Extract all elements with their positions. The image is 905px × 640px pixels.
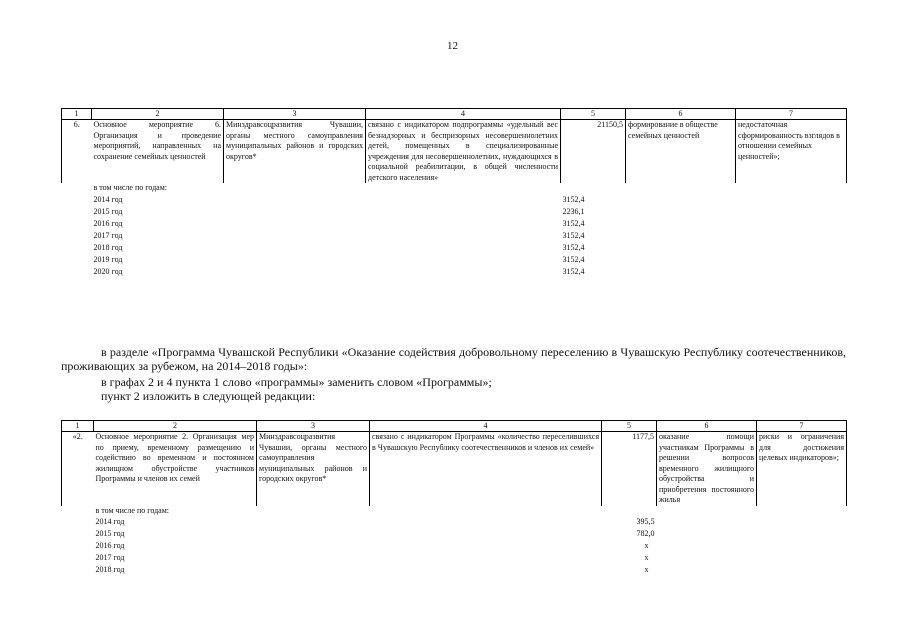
year-row [62, 266, 847, 278]
column-header: 3 [257, 421, 370, 432]
year-row [62, 564, 847, 576]
column-header: 4 [370, 421, 602, 432]
year-value: 3152,4 [562, 194, 585, 204]
column-header: 2 [94, 421, 257, 432]
year-row [62, 206, 847, 218]
year-value: 3152,4 [562, 266, 585, 276]
year-value: 2236,1 [562, 206, 585, 216]
amount-cell: 1177,5 [602, 432, 657, 506]
year-label: 2016 год [93, 218, 123, 228]
executor-cell: Минздравсоцразвития Чувашии, органы местного самоуправления муниципальных районов и городских округов* [257, 432, 370, 506]
year-label: 2015 год [95, 529, 125, 538]
year-row [62, 540, 847, 552]
year-label: 2016 год [95, 541, 125, 550]
year-value: 3152,4 [562, 254, 585, 264]
table-1-header-row [62, 109, 847, 120]
amount-cell: 21150,5 [561, 120, 626, 184]
column-header: 5 [561, 109, 626, 120]
column-header: 5 [602, 421, 657, 432]
measure-cell: Основное мероприятие 2. Организация мер по приему, временному размещению и содействию во временном и постоянном жилищном обустройстве участников Программы и членов их семей [94, 432, 257, 506]
year-value: 782,0 [636, 529, 655, 538]
column-header: 1 [62, 109, 92, 120]
column-header: 1 [62, 421, 94, 432]
year-value: х [644, 553, 649, 562]
result-cell: оказание помощи участникам Программы в решении вопросов временного жилищного обустройства и приобретения постоянного жилья [657, 432, 757, 506]
table-row [62, 120, 847, 184]
years-label: в том числе по годам: [95, 505, 170, 515]
column-header: 7 [757, 421, 847, 432]
year-row [62, 528, 847, 540]
table-row [62, 432, 847, 506]
row-number: 6. [62, 120, 92, 184]
year-label: 2015 год [93, 206, 123, 216]
year-value: 3152,4 [562, 218, 585, 228]
year-row [62, 242, 847, 254]
year-label: 2017 год [93, 230, 123, 240]
page-number: 12 [447, 40, 458, 52]
measure-cell: Основное мероприятие 6. Организация и проведение мероприятий, направленных на сохранение семейных ценностей [92, 120, 224, 184]
table-2-header-row [62, 421, 847, 432]
table-2 [61, 420, 847, 576]
year-row [62, 254, 847, 266]
indicator-cell: связано с индикатором подпрограммы «удельный вес безнадзорных и беспризорных несовершеннолетних детей, помещенных в специализированные учреждения для несовершеннолетних, нуждающихся в социальной реабилитации, в общей численности детского населения» [366, 120, 561, 184]
year-row [62, 218, 847, 230]
year-label: 2014 год [95, 517, 125, 526]
year-row [62, 194, 847, 206]
column-header: 3 [224, 109, 366, 120]
year-label: 2019 год [93, 254, 123, 264]
year-label: 2020 год [93, 266, 123, 276]
table-1 [61, 108, 847, 278]
column-header: 7 [736, 109, 847, 120]
executor-cell: Минздравсоцразвития Чувашии, органы местного самоуправления муниципальных районов и городских округов* [224, 120, 366, 184]
paragraph-new-edition: пункт 2 изложить в следующей редакции: [101, 389, 316, 403]
year-row [62, 552, 847, 564]
year-row [62, 516, 847, 528]
year-value: х [644, 541, 649, 550]
year-label: 2018 год [95, 565, 125, 574]
year-label: 2014 год [93, 194, 123, 204]
year-value: 3152,4 [562, 242, 585, 252]
year-value: 3152,4 [562, 230, 585, 240]
year-label: 2017 год [95, 553, 125, 562]
column-header: 2 [92, 109, 224, 120]
paragraph-section-change: в разделе «Программа Чувашской Республики «Оказание содействия добровольному переселению в Чувашскую Республику соотечественников, проживающих за рубежом, на 2014–2018 годы»: [61, 345, 846, 373]
result-cell: формирование в обществе семейных ценностей [626, 120, 736, 184]
column-header: 6 [626, 109, 736, 120]
year-value: 395,5 [636, 517, 655, 526]
column-header: 6 [657, 421, 757, 432]
column-header: 4 [366, 109, 561, 120]
year-label: 2018 год [93, 242, 123, 252]
years-label-row [62, 506, 847, 517]
indicator-cell: связано с индикатором Программы «количество переселившихся в Чувашскую Республику соотечественников и членов их семей» [370, 432, 602, 506]
year-row [62, 230, 847, 242]
year-value: х [644, 565, 649, 574]
row-number: «2. [62, 432, 94, 506]
paragraph-word-replace: в графах 2 и 4 пункта 1 слово «программы» заменить словом «Программы»; [101, 375, 492, 389]
years-label-row [62, 183, 847, 194]
years-label: в том числе по годам: [93, 183, 168, 192]
risk-cell: недостаточная сформированность взглядов в отношении семейных ценностей»; [736, 120, 847, 184]
risk-cell: риски и ограничения для достижения целевых индикаторов»; [757, 432, 847, 506]
